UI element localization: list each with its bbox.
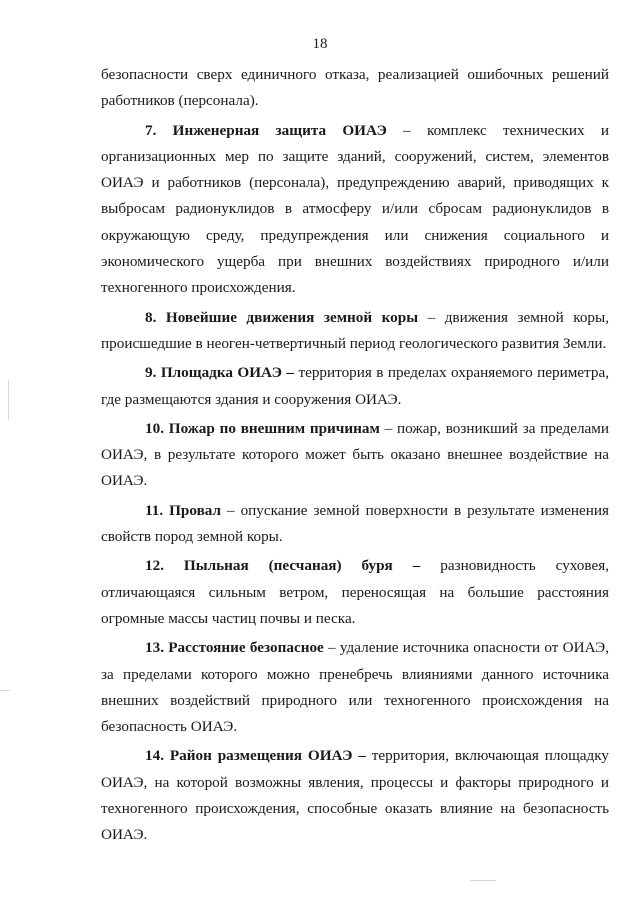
definition-11 xyxy=(101,498,609,551)
definition-text: разновидность суховея, отличающаяся сильным ветром, переносящая на большие расстояния огромные массы частиц почвы и песка. xyxy=(101,557,609,627)
definition-text: территория в пределах охраняемого периметра, где размещаются здания и сооружения ОИАЭ. xyxy=(101,364,609,408)
definition-text: удаление источника опасности от ОИАЭ, за пределами которого можно пренебречь влияниями данного источника внешних воздействий природного или техногенного происхождения на безопасность ОИАЭ. xyxy=(101,639,609,736)
definition-text: движения земной коры, происшедшие в неоген-четвертичный период геологического развития Земли. xyxy=(101,308,610,352)
definition-dash: – xyxy=(221,501,241,519)
definition-term: 8. Новейшие движения земной коры xyxy=(145,308,419,326)
definition-13 xyxy=(101,635,609,740)
definition-8 xyxy=(101,305,609,358)
definition-12 xyxy=(101,553,609,632)
definition-text: комплекс технических и организационных мер по защите зданий, сооружений, систем, элементов ОИАЭ и работников (персонала), предупреждению аварий, приводящих к выбросам радионуклидов в атмосферу и/или сбросам радионуклидов в окружающую среду, предупреждения или снижения социального и экономического ущерба при внешних воздействиях природного и/или техногенного происхождения. xyxy=(101,121,609,297)
definition-dash: – xyxy=(386,121,427,139)
definition-term: 11. Провал xyxy=(145,501,222,519)
definition-term: 14. Район размещения ОИАЭ – xyxy=(145,747,366,765)
definition-text: территория, включающая площадку ОИАЭ, на которой возможны явления, процессы и факторы природного и техногенного происхождения, способные оказать влияние на безопасность ОИАЭ. xyxy=(101,747,610,844)
definition-10 xyxy=(101,416,609,495)
definition-term: 12. Пыльная (песчаная) буря – xyxy=(145,557,421,575)
definition-term: 10. Пожар по внешним причинам xyxy=(145,419,380,437)
definition-term: 9. Площадка ОИАЭ – xyxy=(145,364,294,382)
definition-dash: – xyxy=(379,419,397,437)
definition-dash: – xyxy=(323,639,340,657)
definition-term: 7. Инженерная защита ОИАЭ xyxy=(145,121,387,139)
definition-14 xyxy=(101,743,609,848)
scan-artifact xyxy=(8,380,9,420)
scan-artifact xyxy=(0,690,10,691)
definition-text: опускание земной поверхности в результате изменения свойств пород земной коры. xyxy=(101,501,610,546)
definition-9 xyxy=(101,360,609,413)
definition-text: пожар, возникший за пределами ОИАЭ, в результате которого может быть оказано внешнее воздействие на ОИАЭ. xyxy=(101,419,610,490)
scan-artifact xyxy=(470,880,496,881)
definition-dash: – xyxy=(418,308,445,326)
definition-7 xyxy=(101,118,609,302)
definition-term: 13. Расстояние безопасное xyxy=(145,639,324,657)
definition-dash xyxy=(420,557,440,574)
continuation-paragraph: безопасности сверх единичного отказа, реализацией ошибочных решений работников (персонала). xyxy=(101,66,609,110)
document-body xyxy=(101,62,609,852)
page-number: 18 xyxy=(312,36,328,52)
